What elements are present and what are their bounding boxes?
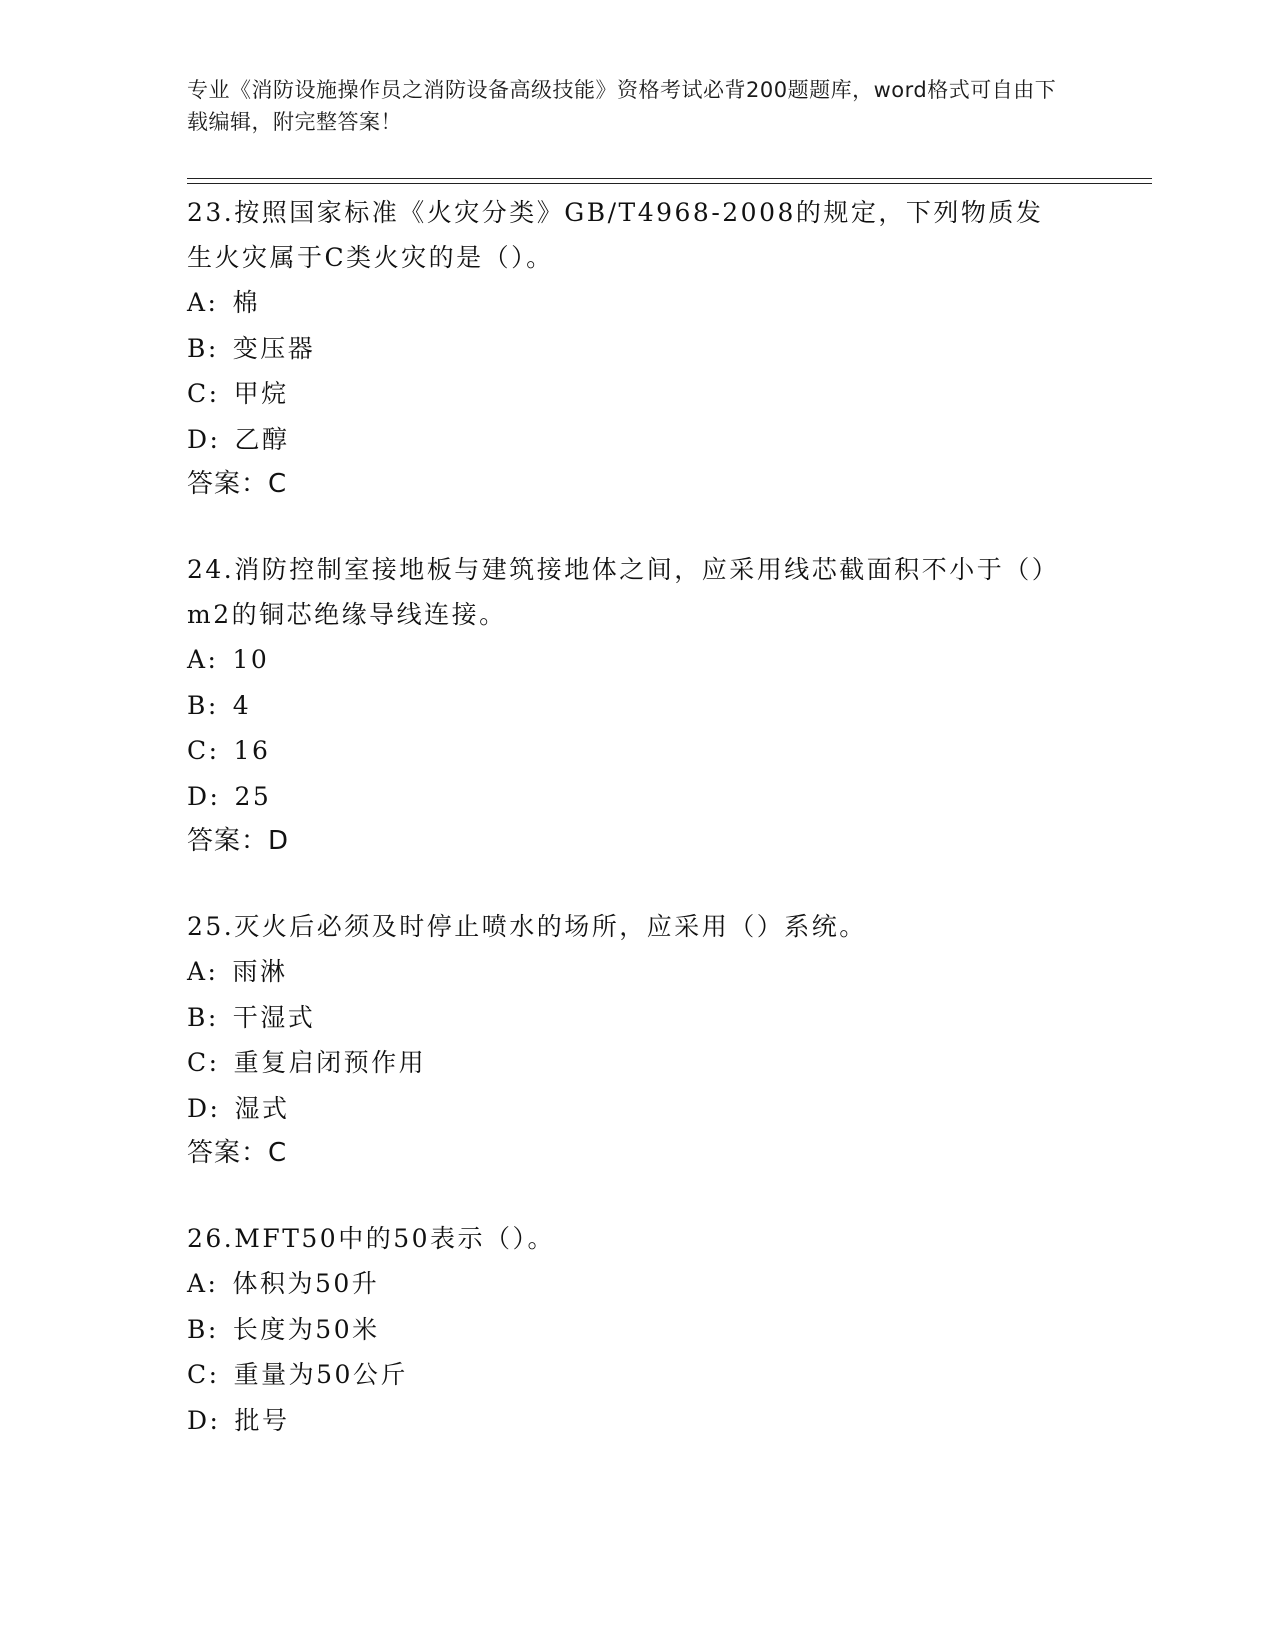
option-text: 重复启闭预作用	[233, 1048, 427, 1077]
option-d	[187, 774, 1067, 820]
option-key: B:	[187, 1002, 219, 1032]
option-c	[187, 371, 1067, 417]
option-key: D:	[187, 1093, 221, 1123]
option-key: C:	[187, 379, 220, 408]
option-c	[187, 1352, 1067, 1398]
question-25	[187, 904, 1067, 1176]
option-b	[187, 326, 1067, 372]
option-d	[187, 1086, 1067, 1132]
option-text: 长度为50米	[232, 1314, 380, 1344]
question-24	[187, 547, 1067, 864]
option-a	[187, 1261, 1067, 1307]
option-text: 重量为50公斤	[233, 1360, 408, 1389]
option-c	[187, 1040, 1067, 1086]
option-a	[187, 280, 1067, 326]
option-d	[187, 1398, 1067, 1444]
option-key: D:	[187, 1405, 221, 1435]
option-key: D:	[187, 781, 221, 811]
option-text: 25	[234, 781, 272, 811]
option-key: B:	[187, 690, 219, 720]
option-key: C:	[187, 1360, 220, 1389]
option-b	[187, 995, 1067, 1041]
option-text: 干湿式	[232, 1002, 316, 1032]
option-key: C:	[187, 736, 220, 765]
question-stem: 23.按照国家标准《火灾分类》GB/T4968-2008的规定，下列物质发生火灾属于C类火灾的是（）。	[187, 198, 1044, 272]
option-key: A:	[187, 645, 219, 674]
option-key: B:	[187, 333, 219, 363]
option-b	[187, 1307, 1067, 1353]
option-text: 批号	[234, 1405, 290, 1435]
question-26	[187, 1216, 1067, 1443]
option-text: 湿式	[234, 1093, 290, 1123]
document-header: 专业《消防设施操作员之消防设备高级技能》资格考试必背200题题库，word格式可自由下载编辑，附完整答案！	[187, 78, 1057, 134]
option-text: 变压器	[232, 333, 316, 363]
option-a	[187, 637, 1067, 683]
option-text: 雨淋	[232, 957, 288, 986]
question-stem: 24.消防控制室接地板与建筑接地体之间，应采用线芯截面积不小于（）m2的铜芯绝缘导线连接。	[187, 555, 1060, 629]
option-key: A:	[187, 957, 219, 986]
header-rule-top	[187, 178, 1152, 179]
option-text: 棉	[232, 288, 260, 317]
option-text: 16	[233, 736, 271, 765]
option-d	[187, 417, 1067, 463]
option-b	[187, 683, 1067, 729]
option-text: 甲烷	[233, 379, 289, 408]
option-key: B:	[187, 1314, 219, 1344]
question-23	[187, 190, 1067, 507]
answer-line: 答案：C	[187, 1138, 288, 1168]
option-key: D:	[187, 424, 221, 454]
option-text: 4	[232, 690, 252, 720]
option-a	[187, 949, 1067, 995]
option-text: 乙醇	[234, 424, 290, 454]
answer-line: 答案：C	[187, 469, 288, 499]
option-text: 10	[232, 645, 270, 674]
option-key: A:	[187, 288, 219, 317]
question-list	[187, 190, 1067, 1466]
answer-line: 答案：D	[187, 826, 290, 856]
option-key: A:	[187, 1269, 219, 1298]
option-text: 体积为50升	[232, 1269, 380, 1298]
option-c	[187, 728, 1067, 774]
option-key: C:	[187, 1048, 220, 1077]
question-stem: 26.MFT50中的50表示（）。	[187, 1224, 556, 1253]
header-rule-bottom	[187, 183, 1152, 184]
question-stem: 25.灭火后必须及时停止喷水的场所，应采用（）系统。	[187, 912, 867, 941]
